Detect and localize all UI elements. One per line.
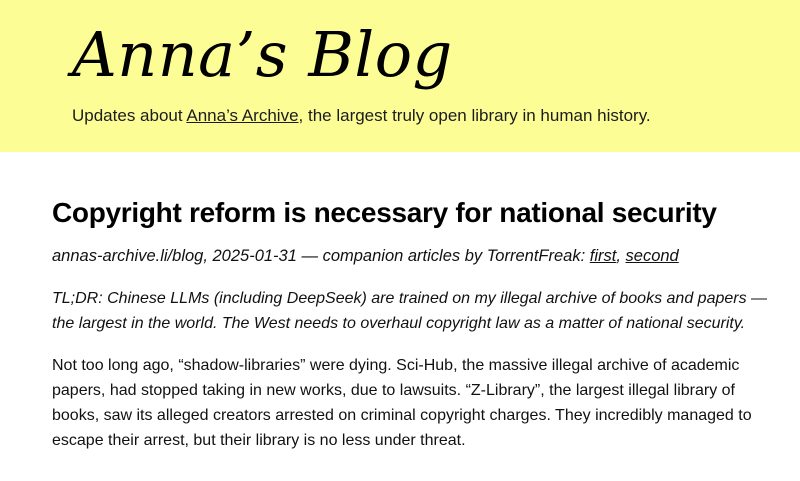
tagline-prefix: Updates about — [72, 106, 187, 125]
blog-tagline — [72, 104, 784, 128]
article-meta — [52, 245, 778, 267]
annas-archive-link[interactable]: Anna’s Archive — [186, 106, 299, 125]
tagline-suffix: , the largest truly open library in human history. — [298, 106, 651, 125]
article-title: Copyright reform is necessary for national security — [52, 197, 717, 228]
tldr-paragraph: TL;DR: Chinese LLMs (including DeepSeek) are trained on my illegal archive of books and papers — the largest in the world. The West needs to overhaul copyright law as a matter of national security. — [52, 290, 768, 332]
body-paragraph: Not too long ago, “shadow-libraries” were dying. Sci-Hub, the massive illegal archive of academic papers, had stopped taking in new works, due to lawsuits. “Z-Library”, the largest illegal library of books, saw its alleged creators arrested on criminal copyright charges. They incredibly managed to escape their arrest, but their library is no less under threat. — [52, 357, 752, 449]
blog-header — [0, 0, 800, 152]
torrentfreak-second-link[interactable]: second — [625, 247, 679, 265]
article-content — [0, 152, 800, 453]
meta-separator: , — [616, 247, 626, 265]
meta-text: annas-archive.li/blog, 2025-01-31 — companion articles by TorrentFreak: — [52, 247, 590, 265]
torrentfreak-first-link[interactable]: first — [589, 247, 617, 265]
blog-title: Anna’s Blog — [72, 18, 453, 91]
